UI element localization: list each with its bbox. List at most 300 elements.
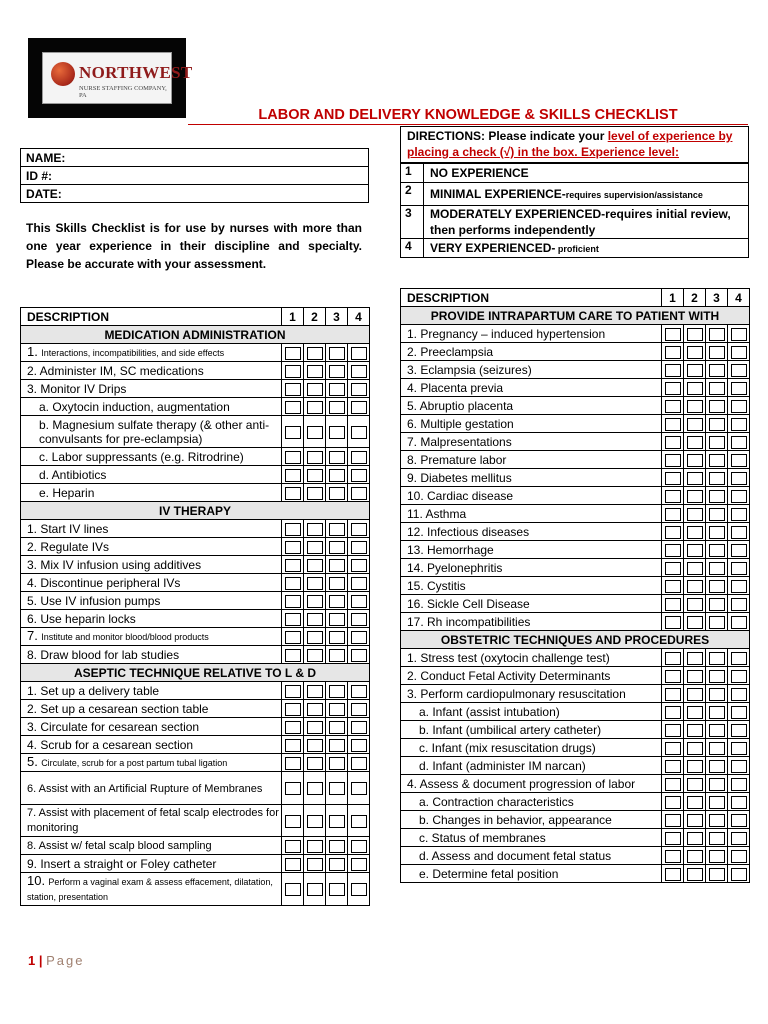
- level-1-checkbox[interactable]: [285, 840, 301, 853]
- level-1-checkbox[interactable]: [285, 383, 301, 396]
- level-1-checkbox[interactable]: [285, 541, 301, 554]
- level-2-checkbox[interactable]: [307, 815, 323, 828]
- level-3-checkbox[interactable]: [329, 613, 345, 626]
- level-1-checkbox[interactable]: [665, 814, 681, 827]
- level-4-checkbox[interactable]: [731, 868, 747, 881]
- level-4-checkbox[interactable]: [351, 541, 367, 554]
- level-1-checkbox[interactable]: [285, 703, 301, 716]
- level-4-checkbox[interactable]: [351, 858, 367, 871]
- checklist-row: [401, 433, 750, 451]
- level-1-checkbox[interactable]: [665, 742, 681, 755]
- level-1-checkbox[interactable]: [285, 426, 301, 439]
- level-1-checkbox[interactable]: [285, 685, 301, 698]
- level-4-checkbox[interactable]: [731, 832, 747, 845]
- level-2-checkbox[interactable]: [687, 742, 703, 755]
- level-3-checkbox[interactable]: [329, 401, 345, 414]
- level-1-cell: [662, 379, 684, 397]
- level-4-checkbox[interactable]: [731, 562, 747, 575]
- level-1-checkbox[interactable]: [665, 328, 681, 341]
- level-2-cell: [304, 700, 326, 718]
- skill-description: [401, 451, 662, 469]
- level-3-checkbox[interactable]: [709, 508, 725, 521]
- level-2-cell: [304, 398, 326, 416]
- level-4-checkbox[interactable]: [351, 649, 367, 662]
- level-4-checkbox[interactable]: [731, 670, 747, 683]
- level-3-checkbox[interactable]: [709, 328, 725, 341]
- level-1-checkbox[interactable]: [665, 346, 681, 359]
- level-4-checkbox[interactable]: [731, 364, 747, 377]
- level-1-checkbox[interactable]: [665, 400, 681, 413]
- level-2-cell: [304, 556, 326, 574]
- skill-description: [401, 397, 662, 415]
- level-2-cell: [684, 415, 706, 433]
- level-2-checkbox[interactable]: [307, 383, 323, 396]
- level-3-checkbox[interactable]: [329, 383, 345, 396]
- level-3-checkbox[interactable]: [709, 598, 725, 611]
- level-4-cell: [348, 646, 370, 664]
- level-2-checkbox[interactable]: [307, 613, 323, 626]
- level-1-checkbox[interactable]: [285, 649, 301, 662]
- level-2-checkbox[interactable]: [687, 796, 703, 809]
- level-1-checkbox[interactable]: [285, 858, 301, 871]
- level-1-checkbox[interactable]: [665, 490, 681, 503]
- level-2-checkbox[interactable]: [687, 418, 703, 431]
- skill-description: [21, 873, 282, 905]
- level-3-checkbox[interactable]: [709, 562, 725, 575]
- level-3-cell: [326, 855, 348, 873]
- level-1-checkbox[interactable]: [665, 652, 681, 665]
- id-field[interactable]: ID #:: [21, 167, 369, 185]
- level-2-checkbox[interactable]: [307, 858, 323, 871]
- level-4-checkbox[interactable]: [731, 490, 747, 503]
- level-2-checkbox[interactable]: [687, 670, 703, 683]
- level-3-checkbox[interactable]: [709, 670, 725, 683]
- level-2-checkbox[interactable]: [687, 400, 703, 413]
- level-4-checkbox[interactable]: [731, 328, 747, 341]
- level-2-checkbox[interactable]: [687, 724, 703, 737]
- level-1-cell: [282, 520, 304, 538]
- level-3-checkbox[interactable]: [329, 631, 345, 644]
- skill-text: 8. Assist w/ fetal scalp blood sampling: [27, 840, 212, 853]
- level-3-checkbox[interactable]: [709, 364, 725, 377]
- level-1-checkbox[interactable]: [285, 757, 301, 770]
- level-3-checkbox[interactable]: [329, 347, 345, 360]
- level-4-cell: [728, 523, 750, 541]
- level-4-checkbox[interactable]: [731, 454, 747, 467]
- level-3-cell: [326, 682, 348, 700]
- level-label: VERY EXPERIENCED-: [430, 240, 556, 255]
- level-3-checkbox[interactable]: [709, 688, 725, 701]
- page-label: Page: [46, 953, 85, 968]
- level-1-checkbox[interactable]: [665, 850, 681, 863]
- level-3-checkbox[interactable]: [709, 706, 725, 719]
- level-4-checkbox[interactable]: [351, 365, 367, 378]
- level-note: requires supervision/assistance: [565, 189, 703, 200]
- level-2-checkbox[interactable]: [687, 436, 703, 449]
- level-4-checkbox[interactable]: [351, 595, 367, 608]
- level-3-checkbox[interactable]: [709, 742, 725, 755]
- level-2-checkbox[interactable]: [307, 487, 323, 500]
- skill-description: [401, 379, 662, 397]
- level-2-checkbox[interactable]: [307, 721, 323, 734]
- level-3-checkbox[interactable]: [329, 685, 345, 698]
- level-3-checkbox[interactable]: [329, 649, 345, 662]
- level-2-checkbox[interactable]: [687, 562, 703, 575]
- level-4-checkbox[interactable]: [351, 426, 367, 439]
- level-1-checkbox[interactable]: [285, 523, 301, 536]
- level-2-checkbox[interactable]: [307, 426, 323, 439]
- level-1-checkbox[interactable]: [285, 365, 301, 378]
- level-4-checkbox[interactable]: [351, 613, 367, 626]
- level-4-checkbox[interactable]: [351, 469, 367, 482]
- level-1-checkbox[interactable]: [665, 454, 681, 467]
- level-4-checkbox[interactable]: [351, 782, 367, 795]
- checklist-row: [21, 466, 370, 484]
- level-2-checkbox[interactable]: [687, 364, 703, 377]
- level-2-checkbox[interactable]: [307, 649, 323, 662]
- checklist-row: [21, 574, 370, 592]
- level-2-checkbox[interactable]: [687, 832, 703, 845]
- level-2-cell: [304, 873, 326, 905]
- level-1-checkbox[interactable]: [665, 562, 681, 575]
- level-3-checkbox[interactable]: [329, 523, 345, 536]
- page-footer: [28, 953, 84, 968]
- level-3-checkbox[interactable]: [329, 451, 345, 464]
- skill-description: [401, 685, 662, 703]
- level-4-checkbox[interactable]: [731, 436, 747, 449]
- level-2-checkbox[interactable]: [307, 685, 323, 698]
- level-1-checkbox[interactable]: [665, 580, 681, 593]
- level-1-cell: [662, 505, 684, 523]
- level-2-checkbox[interactable]: [687, 706, 703, 719]
- level-2-checkbox[interactable]: [307, 703, 323, 716]
- name-field[interactable]: NAME:: [21, 149, 369, 167]
- level-1-checkbox[interactable]: [285, 487, 301, 500]
- level-2-checkbox[interactable]: [687, 760, 703, 773]
- level-4-checkbox[interactable]: [731, 418, 747, 431]
- level-2-checkbox[interactable]: [687, 454, 703, 467]
- level-4-cell: [728, 847, 750, 865]
- level-2-checkbox[interactable]: [307, 401, 323, 414]
- level-4-checkbox[interactable]: [351, 401, 367, 414]
- level-2-checkbox[interactable]: [307, 451, 323, 464]
- level-3-cell: [326, 398, 348, 416]
- skill-text: 2. Regulate IVs: [27, 539, 110, 554]
- level-3-checkbox[interactable]: [329, 883, 345, 896]
- level-3-checkbox[interactable]: [329, 757, 345, 770]
- level-2-checkbox[interactable]: [307, 541, 323, 554]
- level-4-checkbox[interactable]: [351, 685, 367, 698]
- level-4-checkbox[interactable]: [351, 451, 367, 464]
- skill-text: 4. Assess & document progression of labor: [407, 776, 636, 791]
- logo-basketball-icon: [51, 62, 75, 86]
- level-1-cell: [282, 837, 304, 855]
- level-4-checkbox[interactable]: [351, 559, 367, 572]
- level-2-checkbox[interactable]: [687, 328, 703, 341]
- level-2-cell: [684, 523, 706, 541]
- level-4-checkbox[interactable]: [731, 400, 747, 413]
- level-label: NO EXPERIENCE: [430, 166, 529, 180]
- level-3-checkbox[interactable]: [329, 577, 345, 590]
- level-2-checkbox[interactable]: [687, 778, 703, 791]
- level-3-checkbox[interactable]: [329, 559, 345, 572]
- level-2-checkbox[interactable]: [687, 472, 703, 485]
- level-2-checkbox[interactable]: [307, 523, 323, 536]
- level-3-checkbox[interactable]: [709, 436, 725, 449]
- level-2-checkbox[interactable]: [307, 469, 323, 482]
- level-1-checkbox[interactable]: [285, 631, 301, 644]
- company-logo: [28, 38, 193, 118]
- level-3-checkbox[interactable]: [329, 782, 345, 795]
- level-2-checkbox[interactable]: [307, 782, 323, 795]
- level-3-checkbox[interactable]: [329, 840, 345, 853]
- checklist-row: [21, 520, 370, 538]
- level-4-checkbox[interactable]: [731, 382, 747, 395]
- level-1-cell: [282, 682, 304, 700]
- level-1-checkbox[interactable]: [285, 401, 301, 414]
- level-2-checkbox[interactable]: [307, 840, 323, 853]
- level-3-checkbox[interactable]: [329, 595, 345, 608]
- level-1-checkbox[interactable]: [285, 721, 301, 734]
- level-2-checkbox[interactable]: [687, 544, 703, 557]
- level-2-cell: [684, 397, 706, 415]
- level-3-checkbox[interactable]: [709, 760, 725, 773]
- skill-text: 3. Monitor IV Drips: [27, 381, 127, 396]
- level-1-checkbox[interactable]: [665, 670, 681, 683]
- level-2-checkbox[interactable]: [687, 868, 703, 881]
- level-3-checkbox[interactable]: [709, 418, 725, 431]
- level-3-checkbox[interactable]: [329, 365, 345, 378]
- level-4-checkbox[interactable]: [351, 523, 367, 536]
- level-1-checkbox[interactable]: [665, 796, 681, 809]
- level-3-checkbox[interactable]: [709, 868, 725, 881]
- level-4-checkbox[interactable]: [351, 815, 367, 828]
- level-3-checkbox[interactable]: [709, 382, 725, 395]
- level-1-checkbox[interactable]: [665, 760, 681, 773]
- level-1-checkbox[interactable]: [665, 868, 681, 881]
- level-2-checkbox[interactable]: [687, 508, 703, 521]
- level-1-checkbox[interactable]: [285, 739, 301, 752]
- level-3-cell: [706, 343, 728, 361]
- level-3-checkbox[interactable]: [709, 346, 725, 359]
- level-4-checkbox[interactable]: [351, 739, 367, 752]
- checklist-row: [21, 610, 370, 628]
- level-2-checkbox[interactable]: [307, 631, 323, 644]
- level-4-checkbox[interactable]: [731, 850, 747, 863]
- level-2-checkbox[interactable]: [687, 652, 703, 665]
- level-2-checkbox[interactable]: [687, 580, 703, 593]
- level-2-checkbox[interactable]: [687, 598, 703, 611]
- level-2-checkbox[interactable]: [687, 526, 703, 539]
- level-1-checkbox[interactable]: [285, 782, 301, 795]
- level-4-cell: [348, 416, 370, 448]
- level-4-checkbox[interactable]: [731, 796, 747, 809]
- level-3-checkbox[interactable]: [709, 832, 725, 845]
- level-2-checkbox[interactable]: [687, 616, 703, 629]
- skill-text: e. Heparin: [39, 485, 95, 500]
- level-1-checkbox[interactable]: [285, 613, 301, 626]
- level-2-cell: [304, 380, 326, 398]
- level-3-checkbox[interactable]: [709, 814, 725, 827]
- level-4-checkbox[interactable]: [351, 577, 367, 590]
- level-3-checkbox[interactable]: [709, 652, 725, 665]
- level-3-checkbox[interactable]: [709, 724, 725, 737]
- skill-text: Institute and monitor blood/blood products: [41, 632, 209, 643]
- skill-text: 2. Set up a cesarean section table: [27, 701, 209, 716]
- level-3-cell: [326, 344, 348, 362]
- level-1-checkbox[interactable]: [665, 616, 681, 629]
- level-1-checkbox[interactable]: [285, 347, 301, 360]
- level-2-checkbox[interactable]: [307, 347, 323, 360]
- level-2-checkbox[interactable]: [687, 688, 703, 701]
- level-1-checkbox[interactable]: [665, 724, 681, 737]
- level-3-checkbox[interactable]: [709, 490, 725, 503]
- level-2-checkbox[interactable]: [307, 883, 323, 896]
- level-1-checkbox[interactable]: [285, 595, 301, 608]
- skill-description: [21, 556, 282, 574]
- level-1-checkbox[interactable]: [665, 382, 681, 395]
- checklist-row: [21, 736, 370, 754]
- level-3-checkbox[interactable]: [709, 454, 725, 467]
- level-3-checkbox[interactable]: [329, 739, 345, 752]
- level-4-checkbox[interactable]: [731, 652, 747, 665]
- level-3-checkbox[interactable]: [329, 469, 345, 482]
- level-4-checkbox[interactable]: [351, 757, 367, 770]
- level-3-checkbox[interactable]: [329, 703, 345, 716]
- level-3-cell: [706, 325, 728, 343]
- level-3-checkbox[interactable]: [709, 796, 725, 809]
- level-1-checkbox[interactable]: [285, 577, 301, 590]
- level-3-cell: [326, 700, 348, 718]
- level-3-cell: [706, 541, 728, 559]
- level-1-checkbox[interactable]: [665, 508, 681, 521]
- level-4-checkbox[interactable]: [731, 778, 747, 791]
- level-2-checkbox[interactable]: [687, 814, 703, 827]
- level-4-checkbox[interactable]: [351, 883, 367, 896]
- level-1-checkbox[interactable]: [665, 472, 681, 485]
- level-4-checkbox[interactable]: [351, 347, 367, 360]
- level-3-checkbox[interactable]: [329, 858, 345, 871]
- level-4-checkbox[interactable]: [731, 526, 747, 539]
- level-1-checkbox[interactable]: [285, 559, 301, 572]
- level-4-checkbox[interactable]: [731, 688, 747, 701]
- level-4-checkbox[interactable]: [731, 508, 747, 521]
- level-1-checkbox[interactable]: [665, 364, 681, 377]
- level-4-checkbox[interactable]: [351, 721, 367, 734]
- level-3-checkbox[interactable]: [709, 472, 725, 485]
- skill-description: [401, 613, 662, 631]
- level-3-checkbox[interactable]: [329, 426, 345, 439]
- level-4-checkbox[interactable]: [731, 544, 747, 557]
- level-1-checkbox[interactable]: [285, 815, 301, 828]
- level-4-checkbox[interactable]: [351, 487, 367, 500]
- level-1-checkbox[interactable]: [665, 598, 681, 611]
- level-3-checkbox[interactable]: [329, 541, 345, 554]
- level-3-checkbox[interactable]: [709, 778, 725, 791]
- level-2-checkbox[interactable]: [307, 595, 323, 608]
- checklist-row: [401, 397, 750, 415]
- level-4-checkbox[interactable]: [731, 598, 747, 611]
- level-4-checkbox[interactable]: [731, 814, 747, 827]
- skill-text: d. Assess and document fetal status: [419, 848, 612, 863]
- level-1-checkbox[interactable]: [665, 688, 681, 701]
- level-4-cell: [728, 703, 750, 721]
- level-4-cell: [348, 873, 370, 905]
- skill-description: [21, 538, 282, 556]
- level-3-checkbox[interactable]: [709, 400, 725, 413]
- level-3-checkbox[interactable]: [709, 544, 725, 557]
- level-4-checkbox[interactable]: [731, 742, 747, 755]
- level-2-checkbox[interactable]: [307, 739, 323, 752]
- level-4-checkbox[interactable]: [731, 616, 747, 629]
- level-1-cell: [662, 865, 684, 883]
- level-3-checkbox[interactable]: [709, 526, 725, 539]
- skill-text: e. Determine fetal position: [419, 866, 559, 881]
- level-1-checkbox[interactable]: [665, 832, 681, 845]
- level-4-checkbox[interactable]: [731, 346, 747, 359]
- level-4-checkbox[interactable]: [731, 724, 747, 737]
- level-3-cell: [326, 380, 348, 398]
- level-4-checkbox[interactable]: [731, 472, 747, 485]
- skill-description: [21, 804, 282, 836]
- level-4-checkbox[interactable]: [731, 580, 747, 593]
- skill-description: [401, 865, 662, 883]
- level-2-checkbox[interactable]: [307, 365, 323, 378]
- level-2-checkbox[interactable]: [307, 577, 323, 590]
- level-4-cell: [728, 451, 750, 469]
- checklist-row: [401, 415, 750, 433]
- level-1-checkbox[interactable]: [665, 526, 681, 539]
- level-3-checkbox[interactable]: [329, 721, 345, 734]
- level-2-checkbox[interactable]: [307, 757, 323, 770]
- level-4-checkbox[interactable]: [351, 840, 367, 853]
- level-2-checkbox[interactable]: [687, 850, 703, 863]
- level-1-checkbox[interactable]: [665, 436, 681, 449]
- level-number: 4: [401, 239, 424, 258]
- checklist-row: [401, 865, 750, 883]
- level-3-cell: [706, 577, 728, 595]
- level-1-checkbox[interactable]: [285, 451, 301, 464]
- level-4-cell: [728, 343, 750, 361]
- date-field[interactable]: DATE:: [21, 185, 369, 203]
- level-1-checkbox[interactable]: [665, 544, 681, 557]
- level-3-cell: [326, 772, 348, 804]
- level-1-checkbox[interactable]: [665, 418, 681, 431]
- level-4-checkbox[interactable]: [351, 703, 367, 716]
- level-2-cell: [684, 775, 706, 793]
- level-2-checkbox[interactable]: [687, 490, 703, 503]
- level-1-checkbox[interactable]: [665, 706, 681, 719]
- level-1-checkbox[interactable]: [665, 778, 681, 791]
- level-3-checkbox[interactable]: [329, 487, 345, 500]
- level-1-checkbox[interactable]: [285, 883, 301, 896]
- level-3-checkbox[interactable]: [709, 580, 725, 593]
- level-4-checkbox[interactable]: [731, 706, 747, 719]
- level-2-checkbox[interactable]: [687, 382, 703, 395]
- level-2-checkbox[interactable]: [307, 559, 323, 572]
- level-4-checkbox[interactable]: [731, 760, 747, 773]
- level-4-checkbox[interactable]: [351, 631, 367, 644]
- level-3-checkbox[interactable]: [329, 815, 345, 828]
- level-3-checkbox[interactable]: [709, 616, 725, 629]
- level-2-cell: [304, 610, 326, 628]
- level-1-cell: [282, 344, 304, 362]
- skill-text: 1. Stress test (oxytocin challenge test): [407, 650, 610, 665]
- level-2-checkbox[interactable]: [687, 346, 703, 359]
- level-1-checkbox[interactable]: [285, 469, 301, 482]
- level-4-checkbox[interactable]: [351, 383, 367, 396]
- level-3-checkbox[interactable]: [709, 850, 725, 863]
